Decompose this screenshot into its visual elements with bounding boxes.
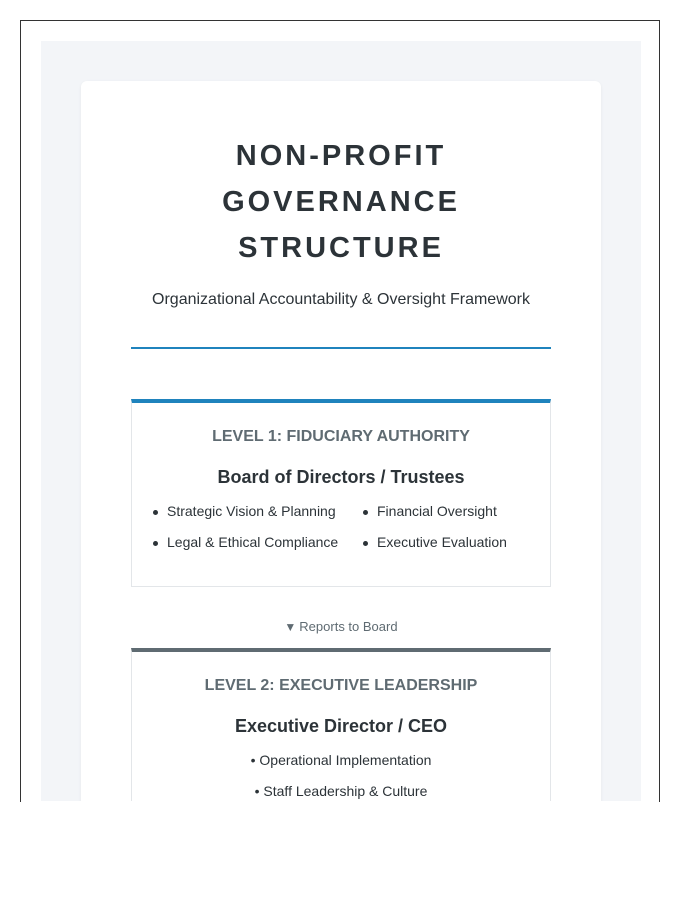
level-2-box (131, 648, 551, 801)
level-1-responsibilities (132, 502, 550, 552)
reports-label: Reports to Board (299, 619, 398, 634)
header (131, 133, 551, 309)
level-2-responsibilities (132, 751, 550, 801)
title-line-3: STRUCTURE (238, 232, 444, 264)
level-1-label: LEVEL 1: FIDUCIARY AUTHORITY (212, 428, 470, 445)
list-item: Financial Oversight (361, 502, 531, 521)
list-item: Legal & Ethical Compliance (151, 533, 361, 552)
title-line-2: GOVERNANCE (222, 186, 460, 218)
level-2-label: LEVEL 2: EXECUTIVE LEADERSHIP (204, 677, 478, 694)
level-2-entity: Executive Director / CEO (234, 716, 448, 736)
triangle-down-icon: ▼ (284, 620, 297, 634)
list-item: Strategic Vision & Planning (151, 502, 361, 521)
list-item: • Operational Implementation (250, 752, 432, 768)
header-divider (131, 347, 551, 349)
level-1-box (131, 399, 551, 587)
page-background (41, 41, 641, 801)
list-item: • Staff Leadership & Culture (254, 783, 428, 799)
title-line-1: NON-PROFIT (235, 140, 447, 172)
page-title (131, 133, 551, 271)
page-subtitle: Organizational Accountability & Oversight Framework (152, 291, 530, 308)
governance-card (81, 81, 601, 801)
reports-connector (131, 619, 551, 634)
level-1-entity: Board of Directors / Trustees (217, 467, 465, 487)
document-frame (20, 20, 660, 802)
list-item: Executive Evaluation (361, 533, 531, 552)
